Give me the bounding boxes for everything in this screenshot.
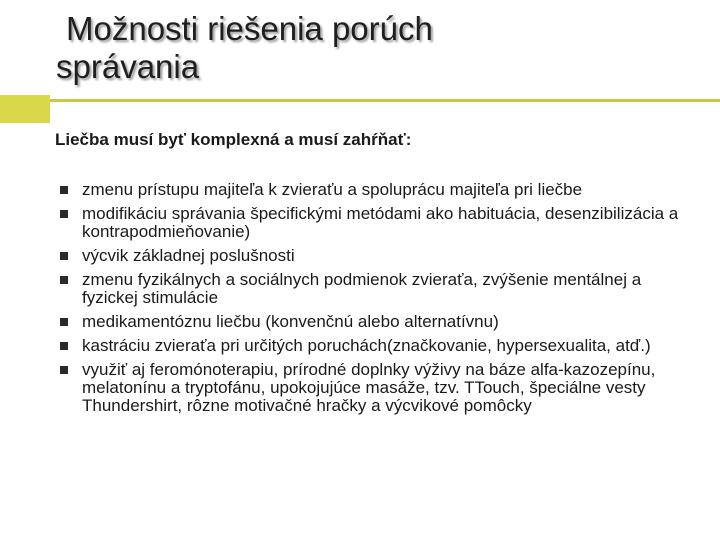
title-accent-block [0,95,50,123]
slide-title-line-2: správania [56,48,200,85]
square-bullet-icon [60,318,68,326]
square-bullet-icon [60,210,68,218]
bullet-item [58,181,698,199]
square-bullet-icon [60,366,68,374]
intro-text: Liečba musí byť komplexná a musí zahŕňať: [55,130,412,149]
bullet-item [58,313,698,331]
bullet-text: výcvik základnej poslušnosti [82,246,295,265]
bullet-item [58,271,698,307]
bullet-item [58,361,698,415]
bullet-item [58,337,698,355]
square-bullet-icon [60,252,68,260]
square-bullet-icon [60,342,68,350]
bullet-item [58,247,698,265]
square-bullet-icon [60,276,68,284]
bullet-list [58,181,698,421]
bullet-text: medikamentóznu liečbu (konvenčnú alebo alternatívnu) [82,312,499,331]
bullet-text: využiť aj feromónoterapiu, prírodné doplnky výživy na báze alfa-kazozepínu, melatonínu a tryptofánu, upokojujúce masáže, tzv. TTouch, špeciálne vesty Thundershirt, rôzne motivačné hračky a výcvikové pomôcky [82,360,656,415]
square-bullet-icon [60,186,68,194]
bullet-text: modifikáciu správania špecifickými metódami ako habituácia, desenzibilizácia a kontrapodmieňovanie) [82,204,679,241]
bullet-text: zmenu fyzikálnych a sociálnych podmienok zvieraťa, zvýšenie mentálnej a fyzickej stimulácie [82,270,642,307]
title-divider [50,99,720,102]
bullet-item [58,205,698,241]
slide-title-line-1: Možnosti riešenia porúch [66,10,433,47]
bullet-text: zmenu prístupu majiteľa k zvieraťu a spoluprácu majiteľa pri liečbe [82,180,583,199]
slide-title [56,10,696,86]
bullet-text: kastráciu zvieraťa pri určitých poruchách(značkovanie, hypersexualita, atď.) [82,336,651,355]
